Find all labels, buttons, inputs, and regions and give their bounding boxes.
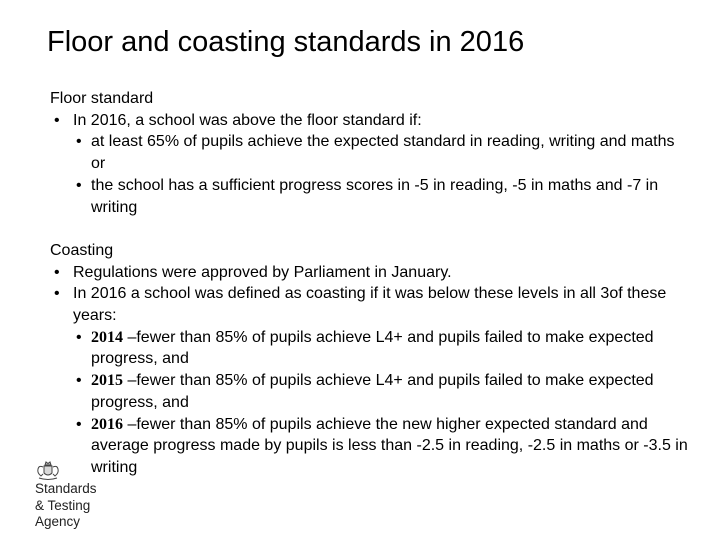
year-label: 2016 (91, 415, 123, 433)
floor-criterion-text: at least 65% of pupils achieve the expected standard in reading, writing and maths or (91, 133, 675, 173)
agency-name-line: Standards (35, 481, 97, 496)
bullet-dot: • (76, 372, 82, 390)
year-criterion-text: –fewer than 85% of pupils achieve L4+ and pupils failed to make expected progress, and (91, 328, 654, 368)
bullet-dot: • (54, 263, 60, 281)
agency-name (35, 481, 97, 531)
year-label: 2015 (91, 372, 123, 390)
royal-crest-icon (35, 457, 61, 481)
coasting-definition-bullet (50, 283, 690, 326)
sta-logo (35, 455, 115, 537)
year-label: 2014 (91, 328, 123, 346)
bullet-dot: • (76, 415, 82, 433)
coasting-point-text: In 2016 a school was defined as coasting if it was below these levels in all 3of these years: (73, 285, 667, 325)
bullet-dot: • (54, 111, 60, 129)
floor-intro-text: In 2016, a school was above the floor standard if: (73, 111, 422, 129)
coasting-year-2016 (50, 414, 690, 479)
year-criterion-text: –fewer than 85% of pupils achieve L4+ and pupils failed to make expected progress, and (91, 372, 654, 411)
agency-name-line: & Testing (35, 497, 91, 513)
coasting-year-2015 (50, 370, 690, 413)
coasting-point-text: Regulations were approved by Parliament in January. (73, 263, 452, 281)
floor-criterion-reading (50, 131, 690, 174)
coasting-regulations-bullet (50, 262, 690, 284)
coasting-year-2014 (50, 327, 690, 370)
slide-content (50, 88, 690, 479)
floor-criterion-progress (50, 175, 690, 218)
bullet-dot: • (76, 328, 82, 346)
bullet-dot: • (76, 176, 82, 194)
floor-intro-bullet (50, 110, 690, 132)
floor-criterion-text: the school has a sufficient progress scores in -5 in reading, -5 in maths and -7 in writing (91, 176, 659, 216)
section-gap (50, 218, 690, 240)
coasting-heading: Coasting (50, 241, 114, 259)
agency-name-line: Agency (35, 514, 81, 529)
bullet-dot: • (76, 133, 82, 151)
floor-standard-heading: Floor standard (50, 90, 154, 107)
year-criterion-text: –fewer than 85% of pupils achieve the new higher expected standard and average progress made by pupils is less than -2.5 in reading, -2.5 in maths or -3.5 in writing (91, 415, 688, 476)
slide-title: Floor and coasting standards in 2016 (47, 26, 525, 58)
bullet-dot: • (54, 285, 60, 303)
